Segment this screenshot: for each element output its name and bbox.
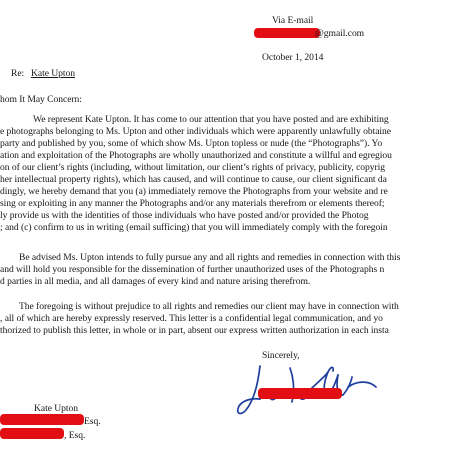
email-redaction: [254, 28, 320, 38]
body-line: ; and (c) confirm to us in writing (email sufficing) that you will immediately comply with the foregoin: [0, 222, 388, 233]
body-line: d parties in all media, and all damages of every kind and nature arising therefrom.: [0, 276, 311, 287]
body-line: We represent Kate Upton. It has come to our attention that you have posted and are exhibiting: [33, 114, 389, 125]
body-line: and will hold you responsible for the dissemination of further unauthorized uses of the Photographs n: [0, 264, 385, 275]
body-line: her intellectual property rights), which has caused, and will continue to cause, our client significant da: [0, 174, 387, 185]
body-line: The foregoing is without prejudice to all rights and remedies our client may have in connection with: [19, 301, 399, 312]
body-line: on of our client’s rights (including, without limitation, our client’s rights of privacy, publicity, copyrig: [0, 162, 386, 173]
cc-line-3: , Esq.: [64, 430, 86, 441]
body-line: thorized to publish this letter, in whole or in part, absent our express written authorization in each insta: [0, 325, 389, 336]
salutation: hom It May Concern:: [0, 94, 82, 105]
letter-date: October 1, 2014: [262, 52, 324, 63]
body-line: , all of which are hereby expressly reserved. This letter is a confidential legal communication, and yo: [0, 313, 383, 324]
cc-name: Kate Upton: [34, 403, 78, 414]
email-address: @gmail.com: [315, 28, 365, 39]
signature-redaction: [258, 388, 342, 399]
closing: Sincerely,: [262, 350, 300, 361]
body-line: e photographs belonging to Ms. Upton and other individuals which were apparently unlawfully obtaine: [0, 126, 391, 137]
delivery-method: Via E-mail: [272, 15, 314, 26]
cc-line-2: Esq.: [84, 416, 101, 427]
body-line: ly provide us with the identities of those individuals who have posted and/or provided the Photog: [0, 210, 369, 221]
body-line: party and published by you, some of which show Ms. Upton topless or nude (the “Photographs”). Yo: [0, 138, 383, 149]
re-label: Re:: [11, 68, 25, 79]
body-line: sing or exploiting in any manner the Photographs and/or any materials therefrom or elements thereof;: [0, 198, 385, 209]
body-line: dingly, we hereby demand that you (a) immediately remove the Photographs from your website and re: [0, 186, 388, 197]
re-subject: Kate Upton: [31, 68, 75, 79]
cc-redaction-1: [0, 414, 84, 425]
cc-redaction-2: [0, 428, 64, 439]
body-line: ation and exploitation of the Photographs are wholly unauthorized and constitute a willful and egregiou: [0, 150, 392, 161]
body-line: Be advised Ms. Upton intends to fully pursue any and all rights and remedies in connection with this: [19, 252, 401, 263]
